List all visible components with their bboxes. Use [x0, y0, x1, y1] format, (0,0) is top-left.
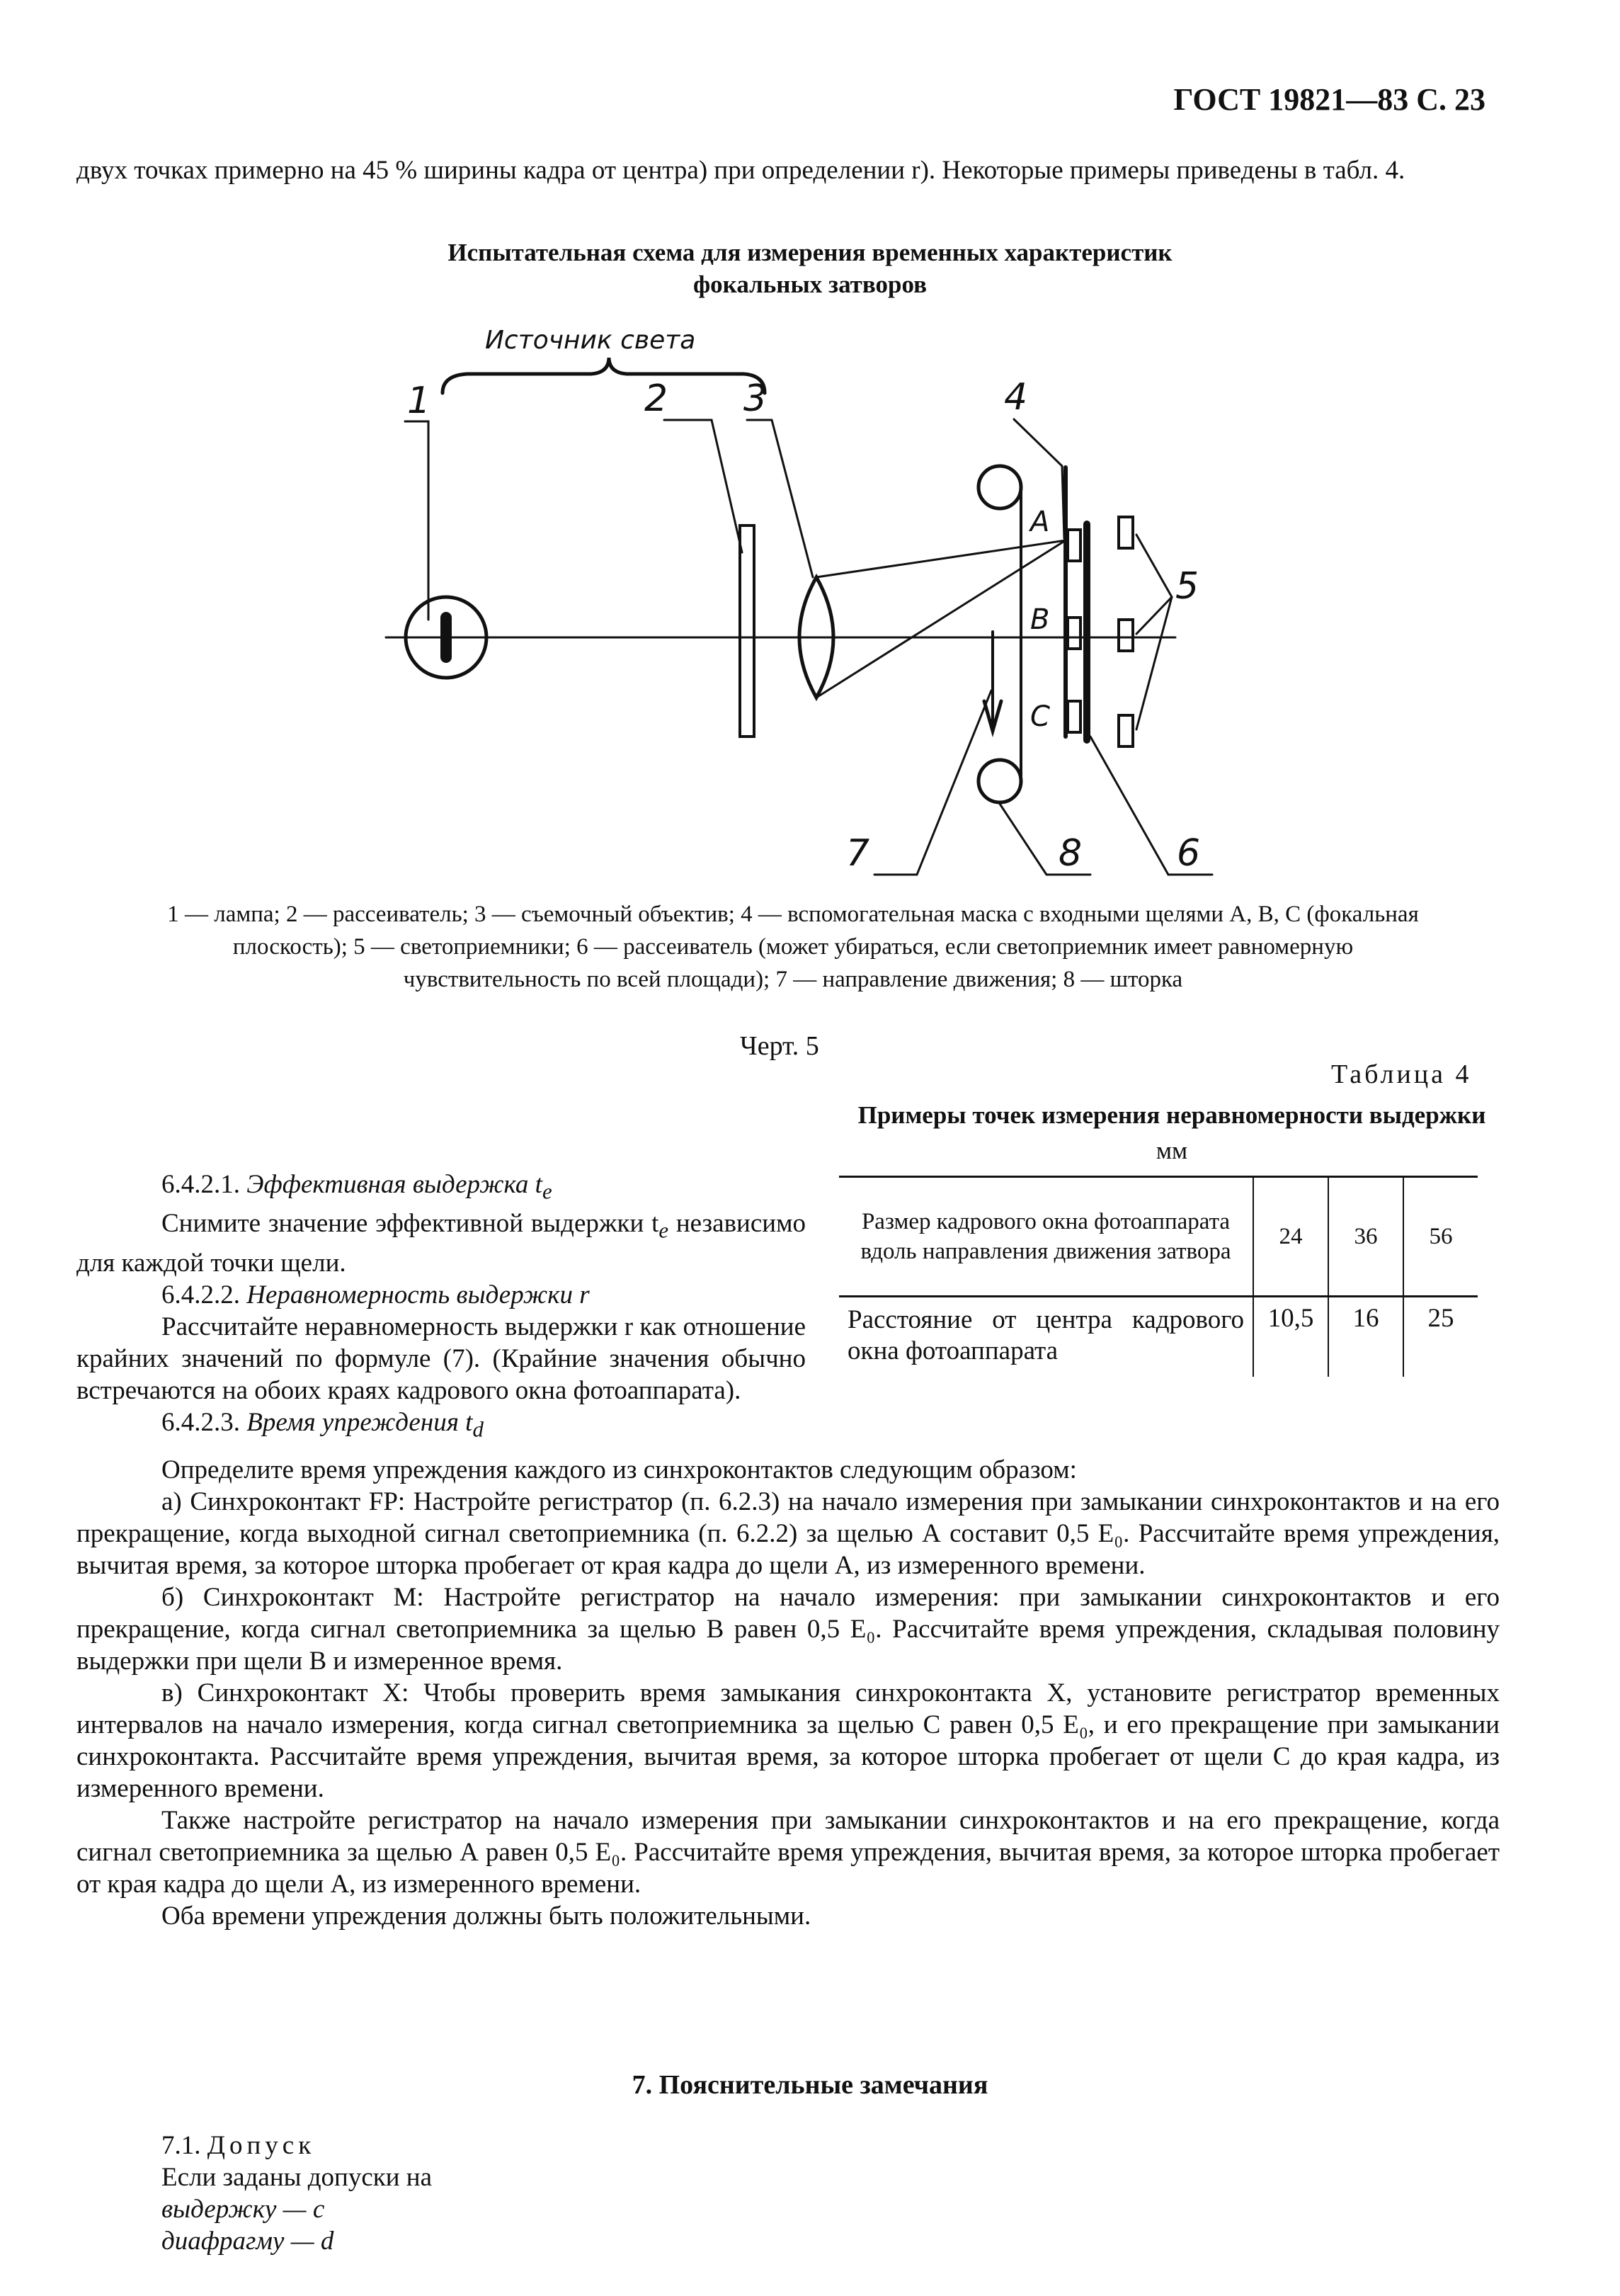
slit-c [1068, 701, 1080, 732]
label-2: 2 [644, 377, 668, 420]
section-7-title: 7. Пояснительные замечания [632, 2070, 988, 2100]
photodetector-a [1119, 517, 1133, 548]
section-6-4-2-2-heading: 6.4.2.2. Неравномерность выдержки r [161, 1280, 590, 1309]
label-5: 5 [1175, 565, 1199, 608]
slit-label-a: A [1030, 506, 1050, 538]
photodetector-b [1119, 620, 1133, 651]
light-source-label: Источник света [485, 326, 696, 355]
intro-paragraph: двух точках примерно на 45 % ширины кадра от центра) при определении r). Некоторые примеры приведены в табл. 4. [76, 156, 1405, 185]
ray-top [816, 540, 1066, 577]
label-6: 6 [1177, 832, 1201, 875]
table-cell: 10,5 [1253, 1297, 1328, 1377]
table-header-value: 36 [1328, 1177, 1403, 1297]
table-unit: мм [1156, 1137, 1188, 1164]
label-7: 7 [846, 832, 870, 875]
tolerance-aperture: диафрагму — d [161, 2227, 334, 2256]
label-1: 1 [407, 380, 431, 422]
table-cell: 16 [1328, 1297, 1403, 1377]
section-7-1 [161, 2130, 728, 2257]
label-4: 4 [1004, 376, 1028, 419]
slit-label-b: B [1030, 603, 1050, 636]
tolerance-line: Если заданы допуски на [161, 2163, 433, 2192]
photodetector-c [1119, 715, 1133, 746]
figure-title-line2: фокальных затворов [692, 271, 928, 298]
table-header-label: Размер кадрового окна фотоаппарата вдоль направления движения затвора [839, 1177, 1253, 1297]
table-title: Примеры точек измерения неравномерности выдержки [857, 1101, 1486, 1129]
section-6-4-2-2-text: Рассчитайте неравномерность выдержки r как отношение крайних значений по формуле (7). (Крайние значения обычно встречаются на обоих краях кадрового окна фотоаппарата). [76, 1312, 806, 1405]
section-7-1-heading: 7.1. Допуск [161, 2131, 316, 2160]
shutter-roll-bottom [979, 760, 1021, 802]
paragraph: Также настройте регистратор на начало измерения при замыкании синхроконтактов и на его прекращение, когда сигнал светоприемника за щелью А равен 0,5 E₀. Рассчитайте время упреждения, вычитая время, за которое шторка пробегает от края кадра до щели А, из измеренного времени. [76, 1806, 1500, 1899]
shutter-test-diagram [0, 0, 1620, 892]
table-row-label: Расстояние от центра кадрового окна фотоаппарата [848, 1305, 1244, 1365]
paragraph: а) Синхроконтакт FP: Настройте регистратор (п. 6.2.3) на начало измерения при замыкании синхроконтактов и на его прекращение, когда выходной сигнал светоприемника (п. 6.2.2) за щелью А составит 0,5 E₀. Рассчитайте время упреждения, вычитая время, за которое шторка пробегает от края кадра до щели А, из измеренного времени. [76, 1487, 1500, 1580]
leader-3 [747, 420, 813, 577]
leader-7 [874, 690, 991, 875]
leader-1 [405, 421, 428, 620]
slit-label-c: C [1030, 700, 1050, 733]
left-column [76, 1169, 806, 1445]
section-6-4-2-1-text: Снимите значение эффективной выдержки $t_e$ независимо для каждой точки щели. [76, 1209, 806, 1278]
figure-label: Черт. 5 [740, 1031, 819, 1061]
tolerance-exposure: выдержку — c [161, 2195, 325, 2224]
diffuser-plate [740, 525, 754, 737]
body-text [76, 1454, 1500, 1932]
slit-b [1068, 618, 1080, 649]
slit-a [1068, 530, 1080, 561]
paragraph: в) Синхроконтакт X: Чтобы проверить время замыкания синхроконтакта X, установите регистратор временных интервалов на начало измерения, когда сигнал светоприемника за щелью С равен 0,5 E₀, и его прекращение при замыкании синхроконтакта. Рассчитайте время упреждения, вычитая время, за которое шторка пробегает от щели С до края кадра, из измеренного времени. [76, 1678, 1500, 1803]
figure-caption: 1 — лампа; 2 — рассеиватель; 3 — съемочный объектив; 4 — вспомогательная маска с входными щелями А, В, С (фокальная плоскость); 5 — светоприемники; 6 — рассеиватель (может убираться, если светоприемник имеет равномерную чувствительность по всей площади); 7 — направление движения; 8 — шторка [167, 902, 1419, 992]
leader-5a [1136, 535, 1172, 597]
table-row [839, 1297, 1478, 1377]
paragraph: Оба времени упреждения должны быть положительными. [161, 1902, 811, 1931]
light-source-brace [443, 358, 765, 393]
page-header: ГОСТ 19821—83 С. 23 [1173, 82, 1485, 117]
ray-bottom [816, 540, 1066, 698]
table-header-row [839, 1177, 1478, 1297]
paragraph: Определите время упреждения каждого из синхроконтактов следующим образом: [161, 1455, 1077, 1484]
table-number: Таблица 4 [1331, 1059, 1472, 1089]
shutter-roll-top [979, 466, 1021, 508]
label-3: 3 [743, 377, 768, 420]
leader-2 [664, 420, 742, 552]
figure-title-line1: Испытательная схема для измерения временных характеристик [447, 239, 1173, 266]
section-6-4-2-1-heading: 6.4.2.1. Эффективная выдержка $t_e$ [161, 1170, 552, 1204]
section-6-4-2-3-heading: 6.4.2.3. Время упреждения $t_d$ [161, 1407, 484, 1442]
paragraph: б) Синхроконтакт М: Настройте регистратор на начало измерения: при замыкании синхроконтактов и его прекращение, когда сигнал светоприемника за щелью В равен 0,5 E₀. Рассчитайте время упреждения, складывая половину выдержки при щели В и измеренное время. [76, 1583, 1500, 1676]
table-cell: 25 [1403, 1297, 1478, 1377]
label-8: 8 [1059, 832, 1083, 875]
measurement-points-table [839, 1176, 1478, 1377]
table-header-value: 56 [1403, 1177, 1478, 1297]
table-header-value: 24 [1253, 1177, 1328, 1297]
